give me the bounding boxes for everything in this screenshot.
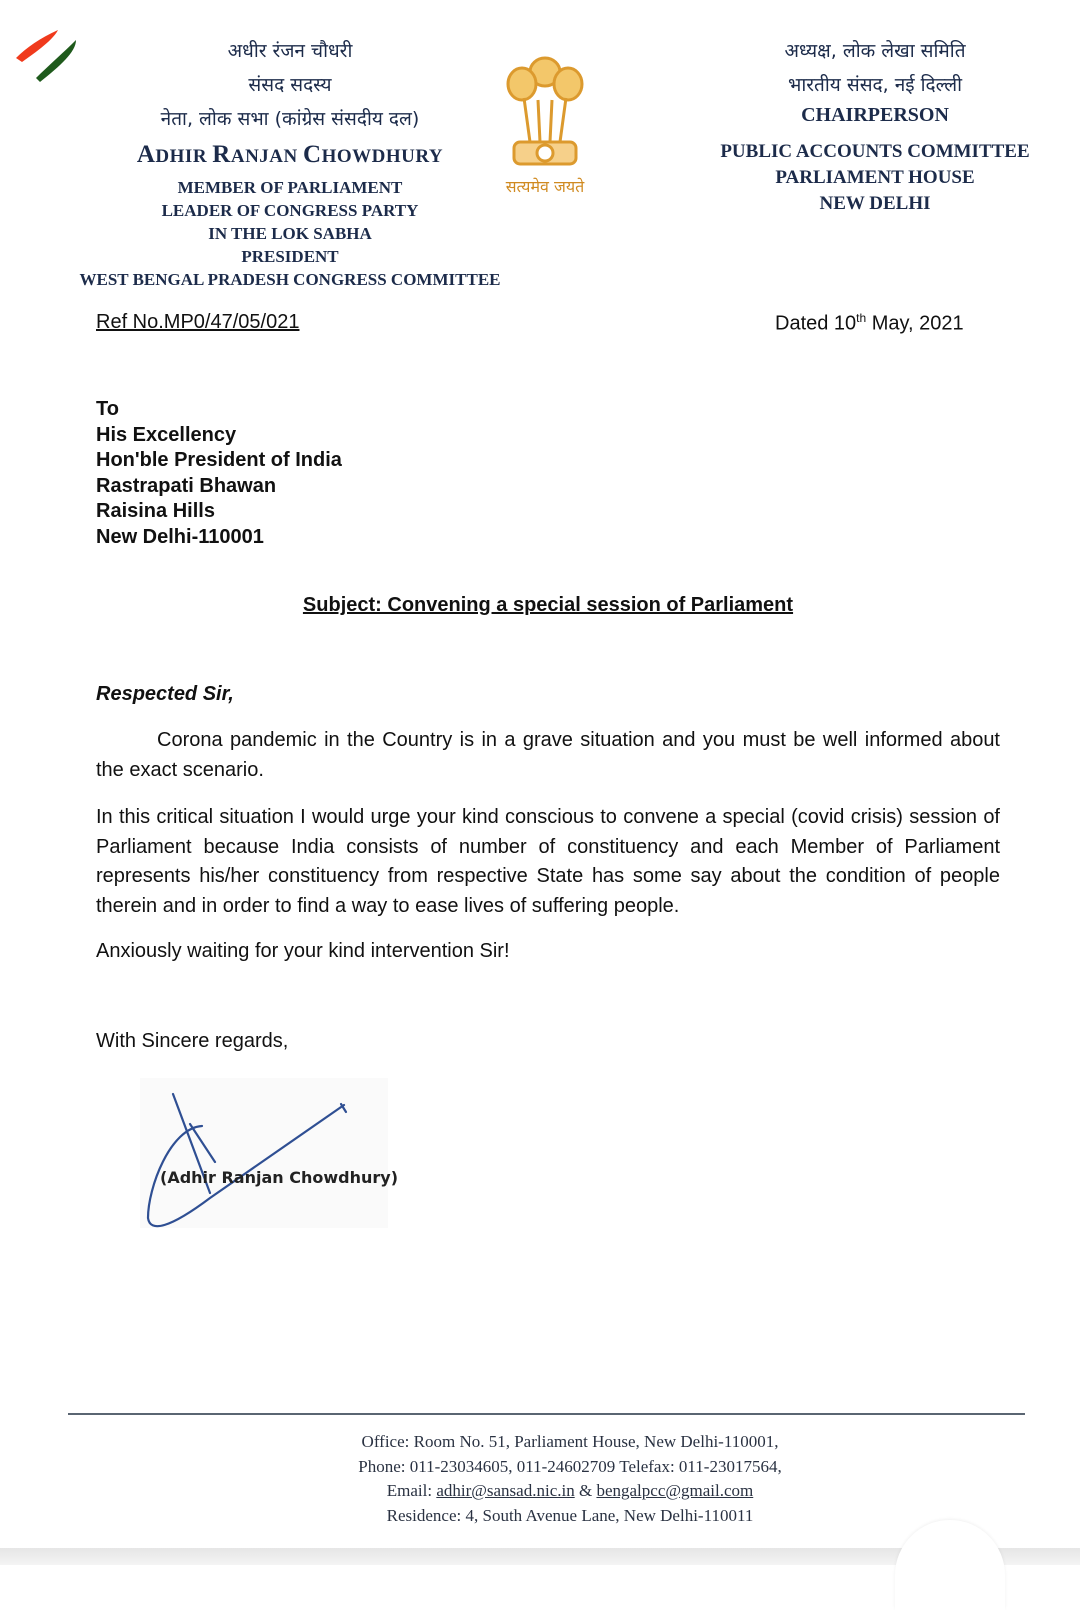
sender-name: ADHIR RANJAN CHOWDHURY (136, 141, 444, 168)
sender-hindi-role: नेता, लोक सभा (कांग्रेस संसदीय दल) (160, 108, 420, 130)
reference-number: Ref No.MP0/47/05/021 (96, 311, 300, 333)
signature-icon (140, 1078, 388, 1228)
address-line: Rastrapati Bhawan (96, 474, 277, 497)
closing: With Sincere regards, (96, 1030, 289, 1052)
footer-divider (68, 1413, 1025, 1415)
footer-email-line: Email: adhir@sansad.nic.in & bengalpcc@gmail.com (386, 1481, 754, 1500)
address-line: His Excellency (96, 423, 237, 446)
committee-role: CHAIRPERSON (801, 104, 949, 126)
footer-phone: Phone: 011-23034605, 011-24602709 Telefax: 011-23017564, (358, 1456, 782, 1476)
address-line: To (96, 398, 119, 420)
body-paragraph: Corona pandemic in the Country is in a grave situation and you must be well informed about the exact scenario. (96, 729, 1000, 781)
committee-hindi-line2: भारतीय संसद, नई दिल्ली (787, 74, 962, 96)
footer-office: Office: Room No. 51, Parliament House, New Delhi-110001, (361, 1432, 779, 1451)
committee-line: PUBLIC ACCOUNTS COMMITTEE (720, 141, 1030, 162)
address-line: Raisina Hills (96, 500, 215, 522)
salutation: Respected Sir, (96, 683, 234, 705)
sender-role: LEADER OF CONGRESS PARTY (161, 201, 419, 220)
sender-role: MEMBER OF PARLIAMENT (177, 178, 403, 197)
sender-hindi-title: संसद सदस्य (248, 74, 332, 96)
sender-role: IN THE LOK SABHA (208, 224, 372, 243)
footer-residence: Residence: 4, South Avenue Lane, New Delhi-110011 (386, 1505, 754, 1525)
email-link-sansad[interactable]: adhir@sansad.nic.in (436, 1481, 575, 1500)
committee-letterhead (700, 34, 1050, 217)
letter-subject: Subject: Convening a special session of Parliament (302, 594, 794, 616)
sender-role: PRESIDENT (241, 247, 339, 266)
emblem-motto: सत्यमेव जयते (505, 177, 585, 196)
email-link-bengalpcc[interactable]: bengalpcc@gmail.com (596, 1481, 754, 1500)
footer-contact (200, 1430, 940, 1528)
sender-letterhead (60, 34, 520, 291)
recipient-address (96, 397, 342, 550)
body-paragraph: Anxiously waiting for your kind intervention Sir! (96, 940, 510, 962)
signatory-name: (Adhir Ranjan Chowdhury) (160, 1168, 399, 1187)
sender-role: WEST BENGAL PRADESH CONGRESS COMMITTEE (79, 270, 501, 289)
letter-date: Dated 10th May, 2021 (775, 311, 964, 335)
bottom-handle[interactable] (895, 1520, 1005, 1610)
national-emblem-icon (500, 50, 590, 180)
committee-line: NEW DELHI (819, 193, 931, 214)
address-line: New Delhi-110001 (96, 525, 264, 548)
committee-line: PARLIAMENT HOUSE (775, 167, 975, 188)
body-paragraph: In this critical situation I would urge your kind conscious to convene a special (covid crisis) session of Parliament because India consists of number of constituency and each Member of Parliament represents his/her constituency from respective State has some say about the condition of people therein and in order to find a way to ease lives of suffering people. (96, 806, 1000, 917)
address-line: Hon'ble President of India (96, 449, 342, 471)
committee-hindi-line1: अध्यक्ष, लोक लेखा समिति (784, 40, 966, 62)
sender-hindi-name: अधीर रंजन चौधरी (227, 40, 353, 62)
